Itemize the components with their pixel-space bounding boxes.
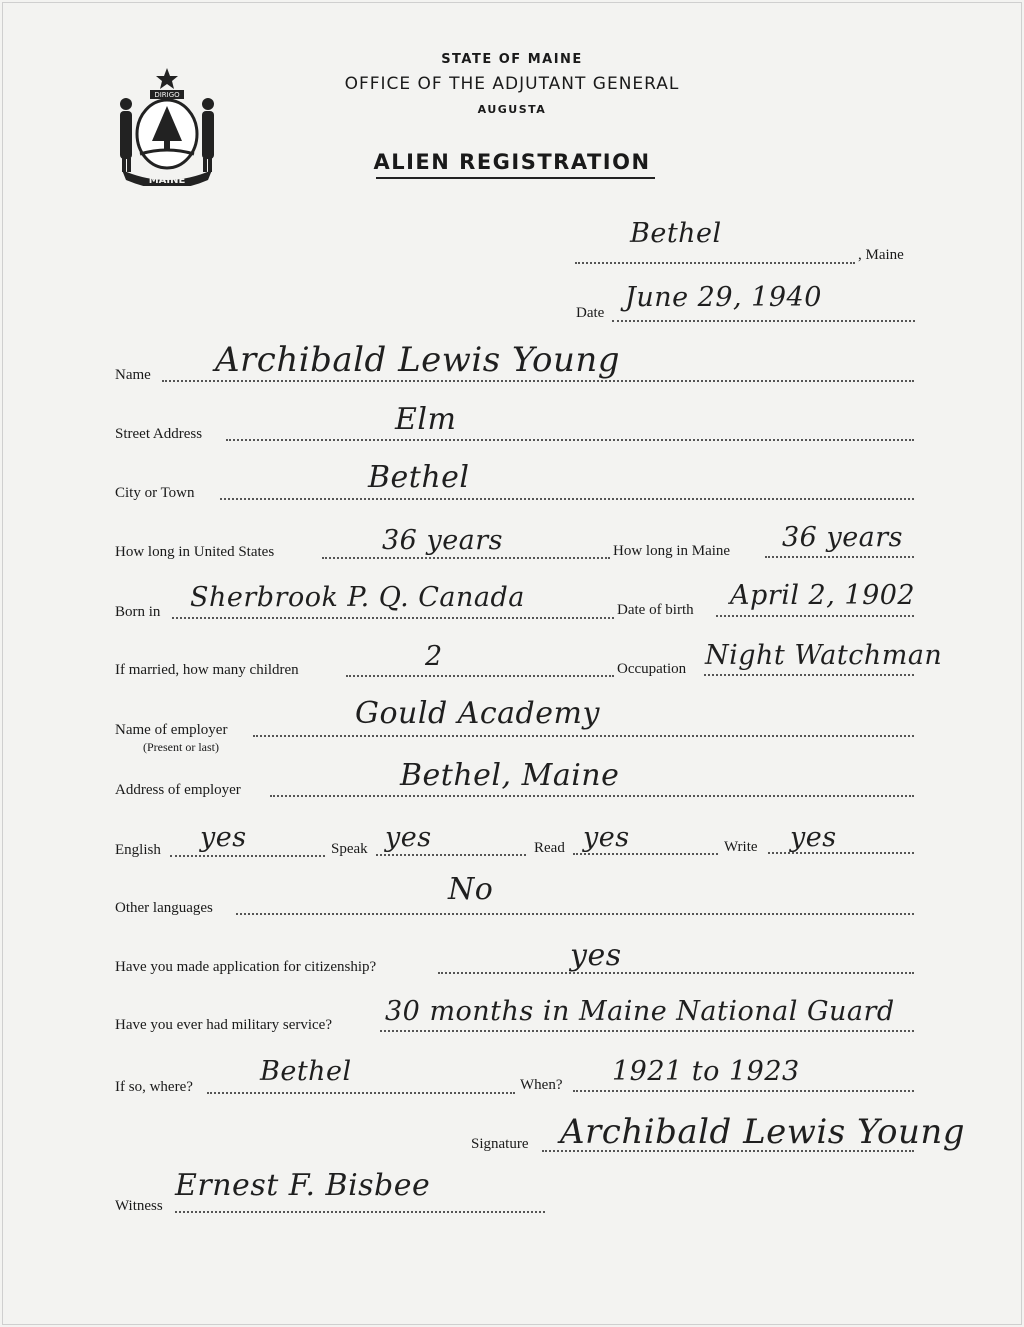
employer-note: (Present or last)	[143, 740, 219, 754]
employer-address-value: Bethel, Maine	[400, 758, 620, 793]
born-in-label: Born in	[115, 604, 161, 620]
how-long-us-value: 36 years	[382, 525, 504, 556]
military-value: 30 months in Maine National Guard	[385, 996, 895, 1027]
date-line	[612, 320, 915, 322]
where-line	[207, 1092, 515, 1094]
employer-value: Gould Academy	[355, 696, 600, 731]
english-line	[170, 855, 325, 857]
signature-value: Archibald Lewis Young	[560, 1112, 966, 1152]
speak-line	[376, 854, 526, 856]
how-long-maine-label: How long in Maine	[613, 543, 731, 559]
when-label: When?	[520, 1077, 563, 1093]
other-languages-value: No	[448, 872, 494, 907]
speak-label: Speak	[331, 841, 368, 857]
witness-label: Witness	[115, 1198, 163, 1214]
witness-value: Ernest F. Bisbee	[175, 1168, 431, 1203]
when-value: 1921 to 1923	[612, 1056, 800, 1087]
date-of-birth-label: Date of birth	[617, 602, 694, 618]
maine-label: , Maine	[858, 247, 904, 263]
title-underline	[376, 177, 655, 179]
other-languages-label: Other languages	[115, 900, 213, 916]
english-value: yes	[200, 822, 247, 853]
born-in-value: Sherbrook P. Q. Canada	[190, 582, 525, 613]
read-value: yes	[583, 822, 630, 853]
name-value: Archibald Lewis Young	[215, 340, 621, 380]
street-address-line	[226, 439, 914, 441]
name-label: Name	[115, 367, 151, 383]
when-line	[573, 1090, 914, 1092]
children-label: If married, how many children	[115, 662, 299, 678]
date-value: June 29, 1940	[625, 282, 822, 313]
write-value: yes	[790, 822, 837, 853]
date-of-birth-value: April 2, 1902	[730, 580, 916, 611]
date-label: Date	[576, 305, 605, 321]
occupation-value: Night Watchman	[705, 640, 943, 671]
how-long-maine-value: 36 years	[782, 522, 904, 553]
signature-label: Signature	[471, 1136, 529, 1152]
city-value: Bethel	[368, 460, 470, 495]
city-label: City or Town	[115, 485, 195, 501]
employer-line	[253, 735, 914, 737]
children-value: 2	[425, 641, 443, 672]
how-long-us-line	[322, 557, 610, 559]
english-label: English	[115, 842, 161, 858]
employer-address-label: Address of employer	[115, 782, 241, 798]
military-label: Have you ever had military service?	[115, 1017, 332, 1033]
town-line	[575, 262, 855, 264]
other-languages-line	[236, 913, 914, 915]
street-address-value: Elm	[395, 402, 457, 437]
how-long-us-label: How long in United States	[115, 544, 275, 560]
citizenship-line	[438, 972, 914, 974]
town-value: Bethel	[630, 218, 722, 249]
seal-motto: DIRIGO	[154, 91, 180, 99]
where-label: If so, where?	[115, 1079, 193, 1095]
name-line	[162, 380, 914, 382]
header-state: STATE OF MAINE	[441, 52, 583, 67]
read-line	[573, 853, 718, 855]
city-line	[220, 498, 914, 500]
employer-label: Name of employer	[115, 722, 228, 738]
date-of-birth-line	[716, 615, 914, 617]
citizenship-value: yes	[570, 938, 622, 973]
born-in-line	[172, 617, 614, 619]
witness-line	[175, 1211, 545, 1213]
header-office: OFFICE OF THE ADJUTANT GENERAL	[344, 74, 680, 94]
employer-address-line	[270, 795, 914, 797]
read-label: Read	[534, 840, 565, 856]
occupation-line	[704, 674, 914, 676]
citizenship-label: Have you made application for citizenship?	[115, 959, 377, 975]
occupation-label: Occupation	[617, 661, 687, 677]
military-line	[380, 1030, 914, 1032]
write-label: Write	[724, 839, 758, 855]
header-city: AUGUSTA	[477, 103, 547, 116]
street-address-label: Street Address	[115, 426, 203, 442]
children-line	[346, 675, 614, 677]
page-title: ALIEN REGISTRATION	[373, 150, 651, 174]
where-value: Bethel	[260, 1056, 352, 1087]
how-long-maine-line	[765, 556, 914, 558]
seal-banner: MAINE	[148, 175, 186, 186]
speak-value: yes	[385, 822, 432, 853]
